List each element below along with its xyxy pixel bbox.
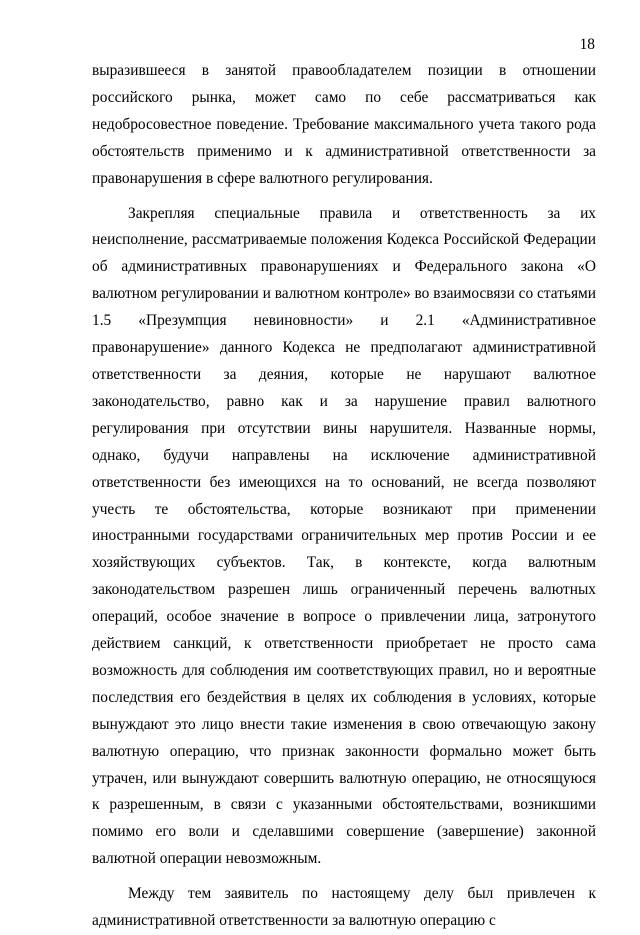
paragraph-1: выразившееся в занятой правообладателем позиции в отношении российского рынка, может само по себе рассматриваться как недобросовестное поведение. Требование максимального учета такого рода обстоятельств применимо и к административной ответственности за правонарушения в сфере валютного регулирования.	[92, 62, 596, 187]
document-body	[92, 58, 596, 935]
page-number: 18	[579, 36, 595, 53]
paragraph-2: Закрепляя специальные правила и ответственность за их неисполнение, рассматриваемые положения Кодекса Российской Федерации об административных правонарушениях и Федерального закона «О валютном регулировании и валютном контроле» во взаимосвязи со статьями 1.5 «Презумпция невиновности» и 2.1 «Административное правонарушение» данного Кодекса не предполагают административной ответственности за деяния, которые не нарушают валютное законодательство, равно как и за нарушение правил валютного регулирования при отсутствии вины нарушителя. Названные нормы, однако, будучи направлены на исключение административной ответственности без имеющихся на то оснований, не всегда позволяют учесть те обстоятельства, которые возникают при применении иностранными государствами ограничительных мер против России и ее хозяйствующих субъектов. Так, в контексте, когда валютным законодательством разрешен лишь ограниченный перечень валютных операций, особое значение в вопросе о привлечении лица, затронутого действием санкций, к ответственности приобретает не просто сама возможность для соблюдения им соответствующих правил, но и вероятные последствия его бездействия в целях их соблюдения в условиях, которые вынуждают это лицо внести такие изменения в свою отвечающую закону валютную операцию, что признак законности формально может быть утрачен, или вынуждают совершить валютную операцию, не относящуюся к разрешенным, в связи с указанными обстоятельствами, возникшими помимо его воли и сделавшими совершение (завершение) законной валютной операции невозможным.	[92, 204, 596, 868]
paragraph-3: Между тем заявитель по настоящему делу был привлечен к административной ответственности за валютную операцию с	[92, 885, 596, 930]
